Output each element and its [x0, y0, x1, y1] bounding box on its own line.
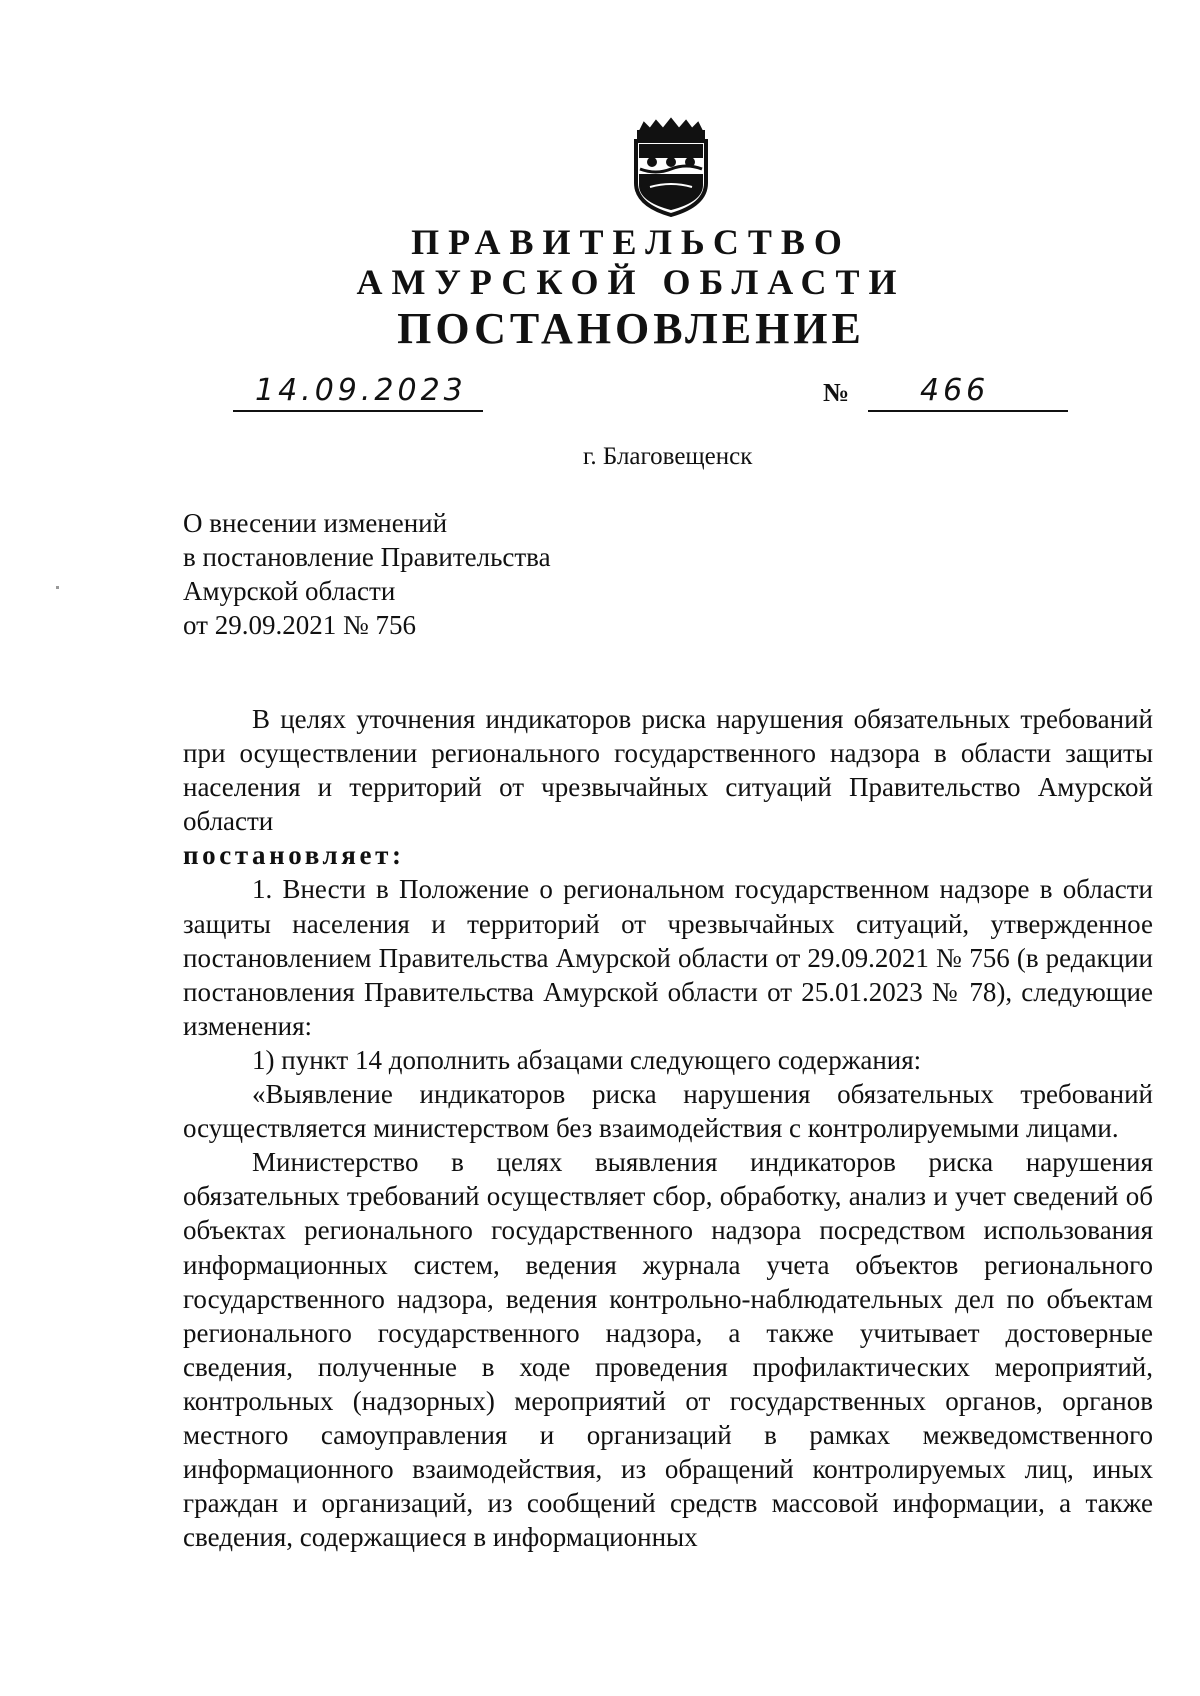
date-field	[233, 372, 483, 412]
intro-paragraph: В целях уточнения индикаторов риска нарушения обязательных требований при осуществлении регионального государственного надзора в области защиты населения и территорий от чрезвычайных ситуаций Правительство Амурской области	[183, 704, 1153, 837]
subject-line: в постановление Правительства	[183, 542, 551, 572]
document-body	[183, 702, 1153, 1554]
item-1-paragraph: 1. Внести в Положение о региональном государственном надзоре в области защиты населения и территорий от чрезвычайных ситуаций, утвержденное постановлением Правительства Амурской области от 29.09.2021 № 756 (в редакции постановления Правительства Амурской области от 25.01.2023 № 78), следующие изменения:	[183, 874, 1153, 1041]
government-title-line2: АМУРСКОЙ ОБЛАСТИ	[356, 262, 906, 302]
resolves-keyword: постановляет:	[183, 840, 405, 871]
government-title-line1: ПРАВИТЕЛЬСТВО	[411, 222, 851, 262]
subject-line: Амурской области	[183, 576, 396, 606]
handwritten-number: 466	[920, 373, 990, 408]
document-subject	[183, 506, 551, 642]
coat-of-arms-emblem	[630, 117, 712, 217]
quoted-paragraph-1: «Выявление индикаторов риска нарушения обязательных требований осуществляется министерством без взаимодействия с контролируемыми лицами.	[183, 1079, 1153, 1144]
margin-dot	[56, 586, 59, 589]
quoted-paragraph-2: Министерство в целях выявления индикаторов риска нарушения обязательных требований осуществляет сбор, обработку, анализ и учет сведений об объектах регионального государственного надзора посредством использования информационных систем, ведения журнала учета объектов регионального государственного надзора, ведения контрольно-наблюдательных дел по объектам регионального государственного надзора, а также учитывает достоверные сведения, полученные в ходе проведения профилактических мероприятий, контрольных (надзорных) мероприятий от государственных органов, органов местного самоуправления и организаций в рамках межведомственного информационного взаимодействия, из обращений контролируемых лиц, иных граждан и организаций, из сообщений средств массовой информации, а также сведения, содержащиеся в информационных	[183, 1147, 1153, 1553]
subject-line: от 29.09.2021 № 756	[183, 610, 416, 640]
number-sign-label: №	[823, 378, 850, 407]
document-type-title: ПОСТАНОВЛЕНИЕ	[397, 304, 865, 353]
subitem-1-paragraph: 1) пункт 14 дополнить абзацами следующего содержания:	[252, 1044, 922, 1075]
number-field	[868, 372, 1068, 412]
handwritten-date: 14.09.2023	[255, 373, 467, 408]
city-line: г. Благовещенск	[583, 443, 753, 470]
subject-line: О внесении изменений	[183, 508, 448, 538]
